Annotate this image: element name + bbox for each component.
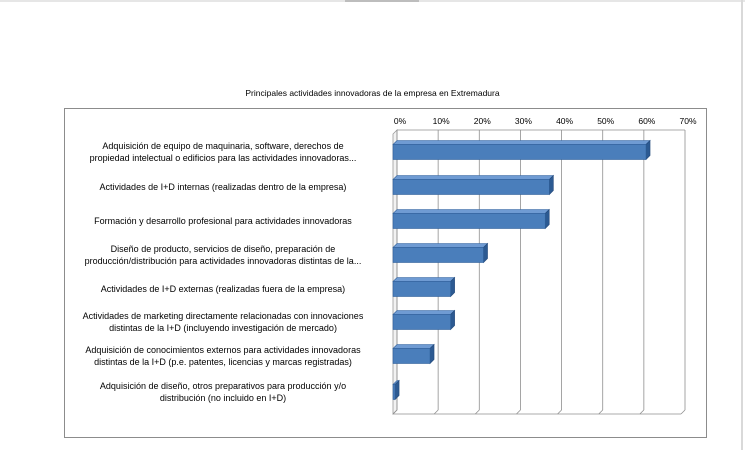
bar-top-face: [393, 141, 650, 145]
grid-floor-line: [681, 410, 685, 414]
plot-side-wall: [393, 130, 397, 414]
category-label-line: distintas de la I+D (incluyendo investigación de mercado): [109, 323, 337, 333]
bar-top-face: [393, 244, 488, 248]
bar: [393, 214, 545, 229]
category-label-line: Actividades de I+D internas (realizadas dentro de la empresa): [99, 182, 347, 192]
x-tick-label: 70%: [679, 116, 697, 126]
bar: [393, 145, 646, 160]
grid-floor-line: [599, 410, 603, 414]
category-label-line: distintas de la I+D (p.e. patentes, licencias y marcas registradas): [94, 357, 352, 367]
grid-floor-line: [558, 410, 562, 414]
category-label-line: distribución (no incluido en I+D): [159, 393, 287, 403]
x-tick-label: 0%: [393, 116, 407, 126]
x-tick-label: 50%: [597, 116, 615, 126]
bar: [393, 180, 549, 195]
category-label-line: Formación y desarrollo profesional para actividades innovadoras: [94, 216, 352, 226]
bar-top-face: [393, 311, 455, 315]
bar-top-face: [393, 176, 553, 180]
bar: [393, 282, 451, 297]
bar: [393, 248, 484, 263]
bar-top-face: [393, 345, 434, 349]
grid-floor-line: [640, 410, 644, 414]
x-tick-label: 20%: [473, 116, 491, 126]
category-label-line: Actividades de I+D externas (realizadas fuera de la empresa): [100, 284, 346, 294]
category-label-line: Adquisición de diseño, otros preparativos para producción y/o: [99, 381, 347, 391]
chart-title: Principales actividades innovadoras de la empresa en Extremadura: [245, 88, 500, 98]
bar: [393, 315, 451, 330]
bar: [393, 349, 430, 364]
x-tick-label: 60%: [638, 116, 656, 126]
bar: [393, 385, 395, 400]
category-label-line: Adquisición de equipo de maquinaria, software, derechos de: [102, 141, 344, 151]
x-tick-label: 30%: [514, 116, 532, 126]
category-label-line: propiedad intelectual o edificios para las actividades innovadoras...: [89, 153, 357, 163]
grid-floor-line: [516, 410, 520, 414]
bar-top-face: [393, 278, 455, 282]
grid-floor-line: [434, 410, 438, 414]
x-tick-label: 40%: [556, 116, 574, 126]
bar-top-face: [393, 210, 549, 214]
category-label-line: Diseño de producto, servicios de diseño, preparación de: [110, 244, 336, 254]
x-tick-label: 10%: [432, 116, 450, 126]
grid-floor-line: [475, 410, 479, 414]
category-label-line: producción/distribución para actividades innovadoras distintas de la...: [84, 256, 362, 266]
category-label-line: Actividades de marketing directamente relacionadas con innovaciones: [82, 311, 364, 321]
category-label-line: Adquisición de conocimientos externos para actividades innovadoras: [85, 345, 361, 355]
